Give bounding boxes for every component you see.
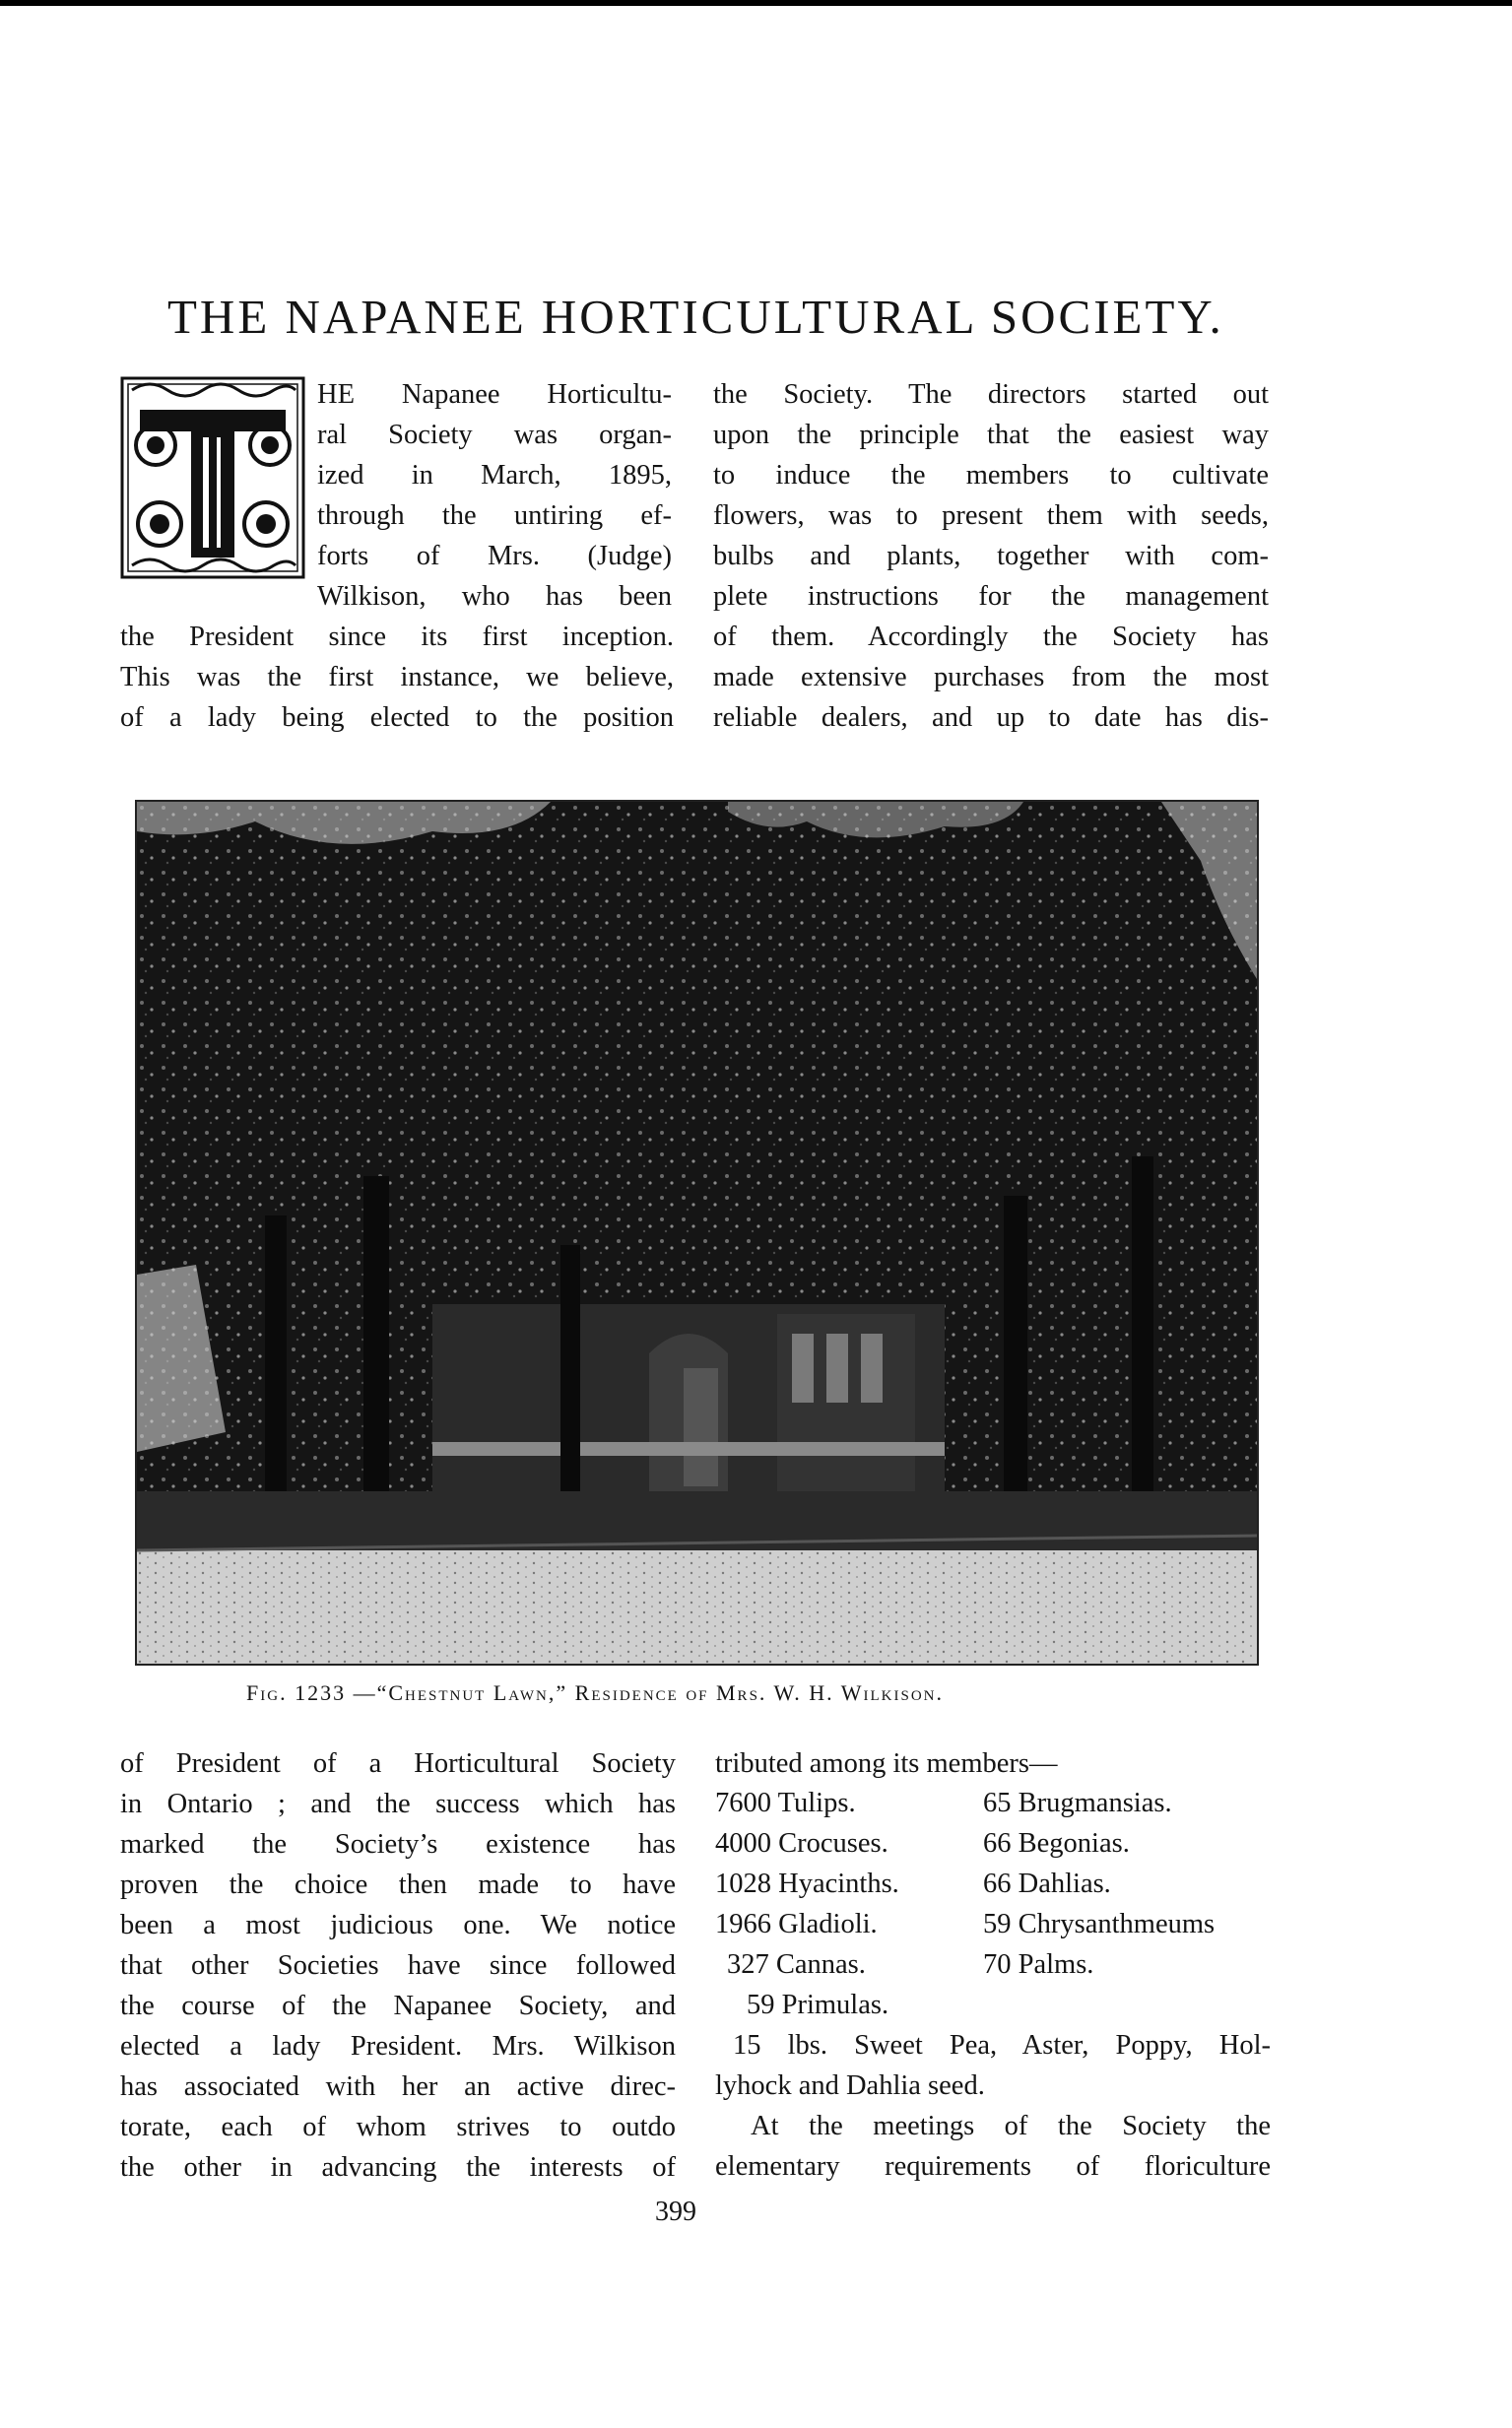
text-line: has associated with her an active direc- xyxy=(120,2071,676,2102)
text-line: forts of Mrs. (Judge) xyxy=(317,541,672,571)
list-item-left: 7600 Tulips. xyxy=(715,1788,856,1818)
right-column-bottom-intro xyxy=(715,1743,1271,1784)
text-line: At the meetings of the Society the xyxy=(751,2111,1271,2141)
list-item-left: 1966 Gladioli. xyxy=(715,1909,878,1939)
text-line: lyhock and Dahlia seed. xyxy=(715,2070,985,2101)
top-rule xyxy=(0,0,1512,6)
text-line: plete instructions for the management xyxy=(713,581,1269,612)
text-line: upon the principle that the easiest way xyxy=(713,420,1269,450)
right-column-top xyxy=(713,374,1269,738)
text-line: of them. Accordingly the Society has xyxy=(713,622,1269,652)
list-item-left: 327 Cannas. xyxy=(727,1949,866,1980)
left-column-bottom xyxy=(120,1743,676,2188)
text-line: tributed among its members— xyxy=(715,1748,1058,1779)
text-line: to induce the members to cultivate xyxy=(713,460,1269,491)
list-item-right: 70 Palms. xyxy=(983,1949,1094,1980)
text-line: the Society. The directors started out xyxy=(713,379,1269,410)
text-line: the other in advancing the interests of xyxy=(120,2152,676,2183)
text-line: been a most judicious one. We notice xyxy=(120,1910,676,1940)
drop-cap-t-ornament xyxy=(120,376,305,579)
seed-paragraph xyxy=(715,2025,1271,2106)
text-line: that other Societies have since followed xyxy=(120,1950,676,1981)
text-line: in Ontario ; and the success which has xyxy=(120,1789,676,1819)
text-line: proven the choice then made to have xyxy=(120,1870,676,1900)
list-item-left: 59 Primulas. xyxy=(747,1990,889,2020)
residence-photograph xyxy=(135,800,1259,1666)
list-item-right: 59 Chrysanthmeums xyxy=(983,1909,1216,1939)
intro-column-first-lines xyxy=(317,374,672,617)
text-line: of President of a Horticultural Society xyxy=(120,1748,676,1779)
text-line: bulbs and plants, together with com- xyxy=(713,541,1269,571)
closing-paragraph xyxy=(715,2106,1271,2187)
text-line: ral Society was organ- xyxy=(317,420,672,450)
figure-caption: Fig. 1233 —“Chestnut Lawn,” Residence of Mrs. W. H. Wilkison. xyxy=(246,1680,945,1705)
list-item-left: 1028 Hyacinths. xyxy=(715,1869,899,1899)
page-number: 399 xyxy=(655,2197,696,2227)
text-line: This was the first instance, we believe, xyxy=(120,662,674,692)
list-item-right: 65 Brugmansias. xyxy=(983,1788,1172,1818)
text-line: the course of the Napanee Society, and xyxy=(120,1991,676,2021)
text-line: reliable dealers, and up to date has dis- xyxy=(713,702,1269,733)
text-line: made extensive purchases from the most xyxy=(713,662,1269,692)
intro-column-continuation xyxy=(120,617,674,738)
text-line: the President since its first inception. xyxy=(120,622,674,652)
text-line: HE Napanee Horticultu- xyxy=(317,379,672,410)
text-line: ized in March, 1895, xyxy=(317,460,672,491)
text-line: of a lady being elected to the position xyxy=(120,702,674,733)
text-line: elementary requirements of floriculture xyxy=(715,2151,1271,2182)
list-item-right: 66 Dahlias. xyxy=(983,1869,1111,1899)
text-line: flowers, was to present them with seeds, xyxy=(713,500,1269,531)
list-item-right: 66 Begonias. xyxy=(983,1828,1130,1859)
text-line: torate, each of whom strives to outdo xyxy=(120,2112,676,2142)
page-title: THE NAPANEE HORTICULTURAL SOCIETY. xyxy=(167,290,1224,344)
text-line: Wilkison, who has been xyxy=(317,581,672,612)
text-line: through the untiring ef- xyxy=(317,500,672,531)
list-item-left: 4000 Crocuses. xyxy=(715,1828,888,1859)
text-line: elected a lady President. Mrs. Wilkison xyxy=(120,2031,676,2062)
text-line: marked the Society’s existence has xyxy=(120,1829,676,1860)
text-line: 15 lbs. Sweet Pea, Aster, Poppy, Hol- xyxy=(733,2030,1271,2061)
